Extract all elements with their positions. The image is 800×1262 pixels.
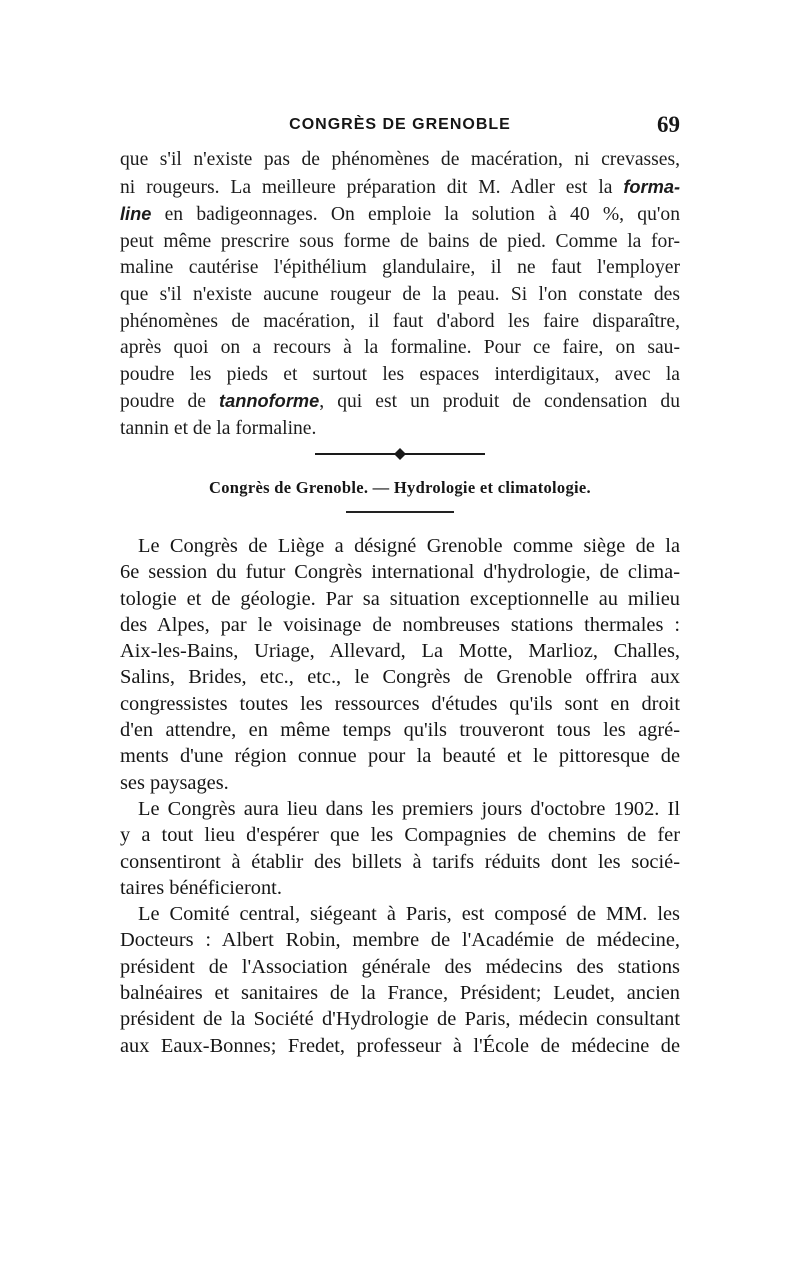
text-line: que s'il n'existe aucune rougeur de la peau. Si l'on constate des xyxy=(120,283,680,305)
running-header xyxy=(120,112,680,142)
italic-term-formaline-end: line xyxy=(120,204,152,225)
text-line: après quoi on a recours à la formaline. Pour ce faire, on sau- xyxy=(120,337,680,359)
section-divider-ornament xyxy=(300,446,500,462)
text-line: phénomènes de macération, il faut d'abord les faire disparaître, xyxy=(120,310,680,332)
article-body xyxy=(120,533,680,1059)
text-line: 6e session du futur Congrès international d'hydrologie, de clima- xyxy=(120,561,680,584)
text-fragment: ni rougeurs. La meilleure préparation dit M. Adler est la xyxy=(120,176,613,198)
text-line: d'en attendre, en même temps qu'ils trouveront tous les agré- xyxy=(120,719,680,742)
text-line: Aix-les-Bains, Uriage, Allevard, La Motte, Marlioz, Challes, xyxy=(120,640,680,663)
text-line: Le Congrès de Liège a désigné Grenoble comme siège de la xyxy=(138,535,680,557)
text-line: tologie et de géologie. Par sa situation exceptionnelle au milieu xyxy=(120,587,680,610)
text-line: consentiront à établir des billets à tarifs réduits dont les socié- xyxy=(120,850,680,873)
text-line: y a tout lieu d'espérer que les Compagnies de chemins de fer xyxy=(120,824,680,847)
text-line: Docteurs : Albert Robin, membre de l'Académie de médecine, xyxy=(120,929,680,952)
text-line: Le Comité central, siégeant à Paris, est composé de MM. les xyxy=(138,903,680,926)
page-number: 69 xyxy=(657,112,680,137)
text-line: balnéaires et sanitaires de la France, Président; Leudet, ancien xyxy=(120,982,680,1005)
text-line: que s'il n'existe pas de phénomènes de macération, ni crevasses, xyxy=(120,149,680,170)
text-fragment: , qui est un produit de condensation du xyxy=(319,391,680,413)
text-line: Salins, Brides, etc., etc., le Congrès de Grenoble offrira aux xyxy=(120,666,680,689)
italic-term-formaline: forma- xyxy=(623,176,681,197)
text-line: des Alpes, par le voisinage de nombreuses stations thermales : xyxy=(120,613,680,636)
text-line: tannin et de la formaline. xyxy=(120,417,317,439)
text-line: Le Congrès aura lieu dans les premiers jours d'octobre 1902. Il xyxy=(138,797,680,820)
title-underline-rule xyxy=(346,511,454,513)
paragraph-continuation xyxy=(120,147,680,443)
text-fragment: poudre de xyxy=(120,391,206,413)
text-line: président de l'Association générale des médecins des stations xyxy=(120,955,680,978)
italic-term-tannoforme: tannoforme xyxy=(219,391,320,412)
text-line xyxy=(120,201,680,229)
text-line: peut même prescrire sous forme de bains de pied. Comme la for- xyxy=(120,230,680,252)
text-fragment: en badigeonnages. On emploie la solution à 40 %, qu'on xyxy=(151,204,680,226)
text-line: maline cautérise l'épithélium glandulaire, il ne faut l'employer xyxy=(120,257,680,279)
running-title: CONGRÈS DE GRENOBLE xyxy=(289,116,511,133)
text-line: taires bénéficieront. xyxy=(120,876,282,899)
text-line xyxy=(120,174,680,202)
text-line: ments d'une région connue pour la beauté et le pittoresque de xyxy=(120,745,680,768)
text-line: congressistes toutes les ressources d'études qu'ils sont en droit xyxy=(120,692,680,715)
text-line: ses paysages. xyxy=(120,771,229,794)
text-line: président de la Société d'Hydrologie de Paris, médecin consultant xyxy=(120,1008,680,1031)
text-line: aux Eaux-Bonnes; Fredet, professeur à l'École de médecine de xyxy=(120,1034,680,1057)
text-line xyxy=(120,388,680,416)
section-title: Congrès de Grenoble. — Hydrologie et climatologie. xyxy=(209,478,591,497)
text-line: poudre les pieds et surtout les espaces interdigitaux, avec la xyxy=(120,363,680,385)
